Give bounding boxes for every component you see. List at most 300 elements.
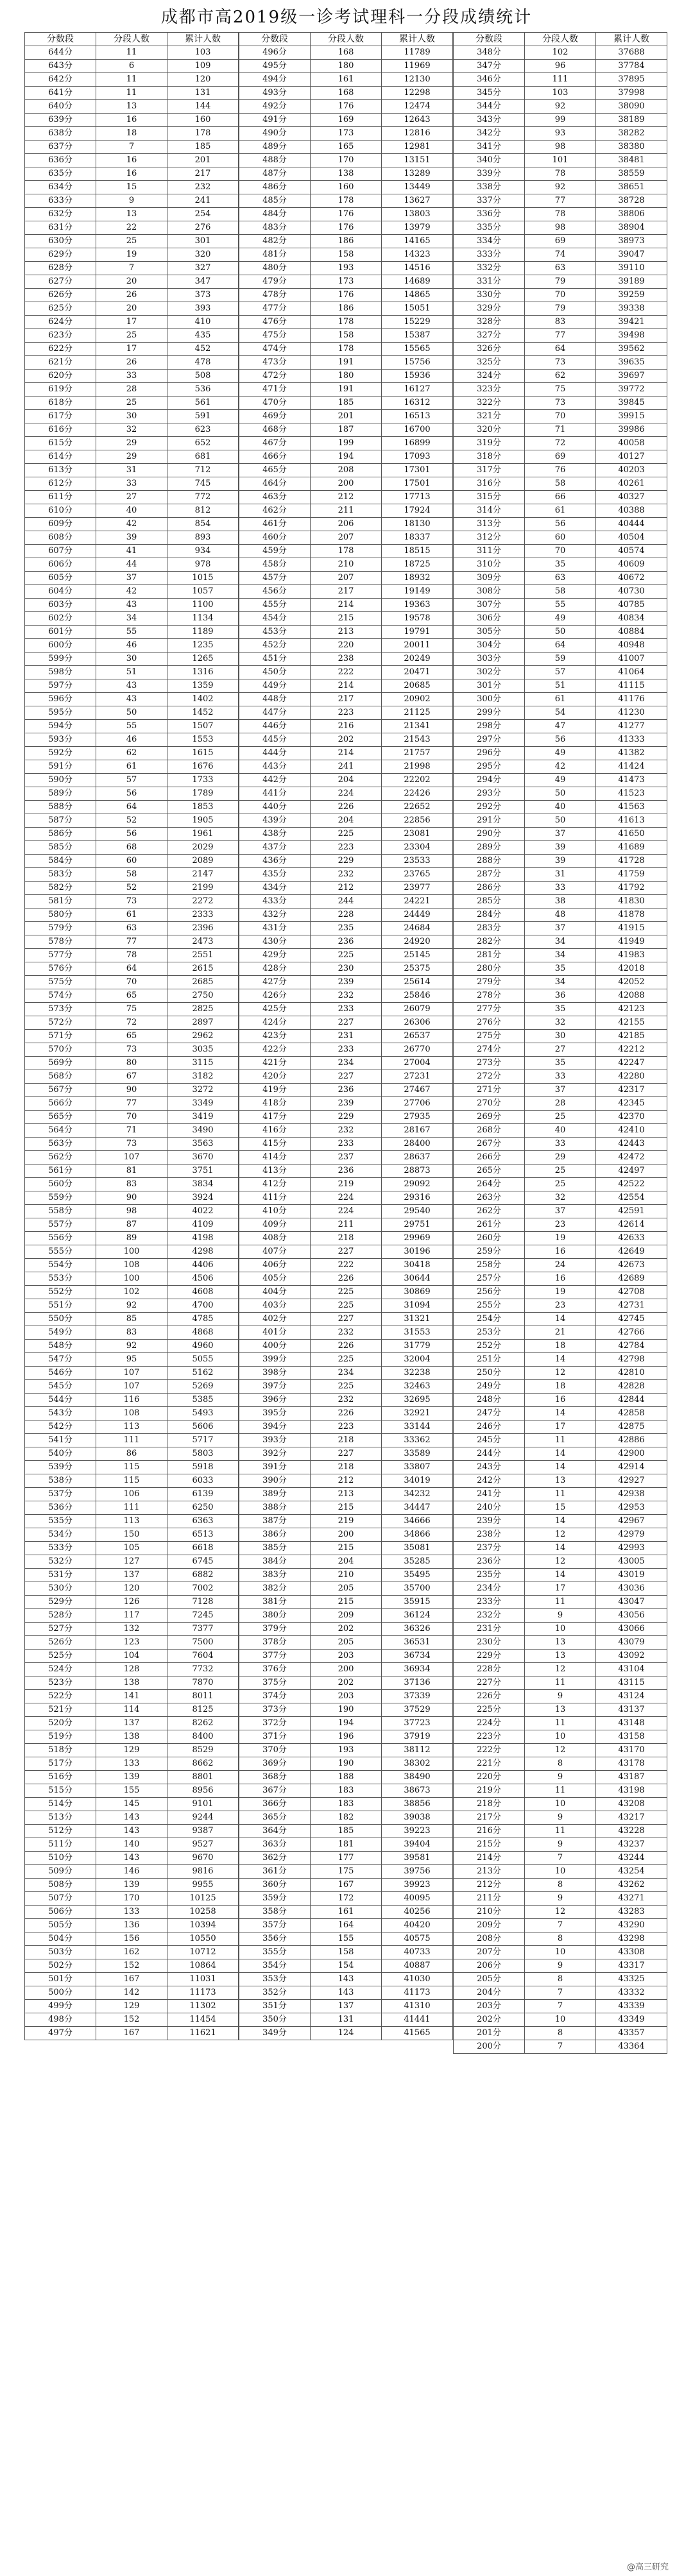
score-band-cell: 526分 [25, 1636, 96, 1650]
cumulative-count-cell: 8529 [167, 1744, 239, 1757]
cumulative-count-cell: 623 [167, 423, 239, 437]
cumulative-count-cell: 38481 [596, 154, 667, 167]
table-row [239, 599, 453, 612]
band-count-cell: 98 [525, 141, 596, 154]
table-row [25, 1057, 239, 1070]
table-row [25, 989, 239, 1003]
band-count-cell: 10 [525, 1623, 596, 1636]
score-band-cell: 538分 [25, 1474, 96, 1488]
table-row [239, 1394, 453, 1407]
cumulative-count-cell: 712 [167, 464, 239, 477]
cumulative-count-cell: 4406 [167, 1259, 239, 1272]
cumulative-count-cell: 232 [167, 181, 239, 194]
table-row [454, 1636, 667, 1650]
table-row [239, 1097, 453, 1111]
table-row [239, 1623, 453, 1636]
score-band-cell: 257分 [454, 1272, 525, 1286]
band-count-cell: 129 [96, 2000, 167, 2013]
band-count-cell: 187 [311, 423, 382, 437]
score-band-cell: 592分 [25, 747, 96, 760]
band-count-cell: 208 [311, 464, 382, 477]
band-count-cell: 70 [525, 289, 596, 302]
band-count-cell: 36 [525, 989, 596, 1003]
band-count-cell: 92 [96, 1340, 167, 1353]
band-count-cell: 11 [96, 46, 167, 60]
cumulative-count-cell: 18130 [382, 518, 453, 531]
band-count-cell: 202 [311, 733, 382, 747]
table-row [239, 60, 453, 73]
cumulative-count-cell: 25846 [382, 989, 453, 1003]
table-row [454, 1205, 667, 1218]
band-count-cell: 239 [311, 976, 382, 989]
band-count-cell: 182 [311, 1811, 382, 1825]
band-count-cell: 7 [525, 2000, 596, 2013]
band-count-cell: 10 [525, 2013, 596, 2027]
score-band-cell: 505分 [25, 1919, 96, 1932]
band-count-cell: 193 [311, 262, 382, 275]
score-band-cell: 270分 [454, 1097, 525, 1111]
score-band-cell: 594分 [25, 720, 96, 733]
table-row [454, 356, 667, 370]
band-count-cell: 95 [96, 1353, 167, 1367]
cumulative-count-cell: 40785 [596, 599, 667, 612]
table-row [454, 1569, 667, 1582]
band-count-cell: 217 [311, 693, 382, 706]
score-band-cell: 435分 [239, 868, 311, 882]
table-row [25, 949, 239, 962]
table-row [239, 1353, 453, 1367]
band-count-cell: 99 [525, 114, 596, 127]
score-band-cell: 405分 [239, 1272, 311, 1286]
score-band-cell: 205分 [454, 1973, 525, 1986]
band-count-cell: 39 [525, 841, 596, 855]
cumulative-count-cell: 27706 [382, 1097, 453, 1111]
band-count-cell: 71 [525, 423, 596, 437]
band-count-cell: 92 [525, 100, 596, 114]
band-count-cell: 11 [96, 73, 167, 87]
score-band-cell: 263分 [454, 1191, 525, 1205]
score-band-cell: 214分 [454, 1852, 525, 1865]
band-count-cell: 63 [96, 922, 167, 935]
score-band-cell: 597分 [25, 679, 96, 693]
band-count-cell: 176 [311, 221, 382, 235]
table-row [454, 114, 667, 127]
band-count-cell: 18 [525, 1380, 596, 1394]
table-row [239, 1865, 453, 1879]
cumulative-count-cell: 6882 [167, 1569, 239, 1582]
band-count-cell: 10 [525, 1865, 596, 1879]
score-band-cell: 278分 [454, 989, 525, 1003]
score-band-cell: 388分 [239, 1501, 311, 1515]
score-band-cell: 644分 [25, 46, 96, 60]
table-row [25, 1892, 239, 1906]
table-row [25, 572, 239, 585]
table-row [25, 787, 239, 801]
cumulative-count-cell: 3924 [167, 1191, 239, 1205]
cumulative-count-cell: 6363 [167, 1515, 239, 1528]
cumulative-count-cell: 42938 [596, 1488, 667, 1501]
band-count-cell: 232 [311, 989, 382, 1003]
cumulative-count-cell: 43170 [596, 1744, 667, 1757]
score-band-cell: 449分 [239, 679, 311, 693]
band-count-cell: 42 [96, 585, 167, 599]
score-band-cell: 383分 [239, 1569, 311, 1582]
cumulative-count-cell: 2272 [167, 895, 239, 908]
cumulative-count-cell: 34232 [382, 1488, 453, 1501]
band-count-cell: 207 [311, 531, 382, 545]
cumulative-count-cell: 5918 [167, 1461, 239, 1474]
score-band-cell: 560分 [25, 1178, 96, 1191]
band-count-cell: 123 [96, 1636, 167, 1650]
cumulative-count-cell: 4960 [167, 1340, 239, 1353]
score-band-cell: 317分 [454, 464, 525, 477]
table-row [25, 1420, 239, 1434]
table-row [25, 1380, 239, 1394]
cumulative-count-cell: 33144 [382, 1420, 453, 1434]
score-band-cell: 626分 [25, 289, 96, 302]
cumulative-count-cell: 39498 [596, 329, 667, 343]
band-count-cell: 35 [525, 962, 596, 976]
score-band-cell: 342分 [454, 127, 525, 141]
score-band-cell: 365分 [239, 1811, 311, 1825]
band-count-cell: 158 [311, 248, 382, 262]
cumulative-count-cell: 43339 [596, 2000, 667, 2013]
band-count-cell: 218 [311, 1232, 382, 1245]
table-row [25, 491, 239, 504]
table-row [239, 760, 453, 774]
table-row [454, 1676, 667, 1690]
cumulative-count-cell: 3751 [167, 1164, 239, 1178]
cumulative-count-cell: 13627 [382, 194, 453, 208]
score-band-cell: 415分 [239, 1138, 311, 1151]
score-band-cell: 512分 [25, 1825, 96, 1838]
cumulative-count-cell: 43187 [596, 1771, 667, 1784]
band-count-cell: 83 [96, 1326, 167, 1340]
band-count-cell: 44 [96, 558, 167, 572]
score-band-cell: 332分 [454, 262, 525, 275]
cumulative-count-cell: 22652 [382, 801, 453, 814]
table-row [454, 87, 667, 100]
score-band-cell: 355分 [239, 1946, 311, 1959]
band-count-cell: 233 [311, 1043, 382, 1057]
score-band-cell: 575分 [25, 976, 96, 989]
cumulative-count-cell: 42018 [596, 962, 667, 976]
table-column-3 [453, 32, 667, 2572]
cumulative-count-cell: 42900 [596, 1447, 667, 1461]
band-count-cell: 104 [96, 1650, 167, 1663]
band-count-cell: 241 [311, 760, 382, 774]
score-band-cell: 251分 [454, 1353, 525, 1367]
score-band-cell: 558分 [25, 1205, 96, 1218]
table-column-2 [239, 32, 453, 2572]
table-row [25, 181, 239, 194]
band-count-cell: 156 [96, 1932, 167, 1946]
cumulative-count-cell: 39581 [382, 1852, 453, 1865]
table-row [25, 1353, 239, 1367]
cumulative-count-cell: 812 [167, 504, 239, 518]
table-row [239, 356, 453, 370]
band-count-cell: 133 [96, 1757, 167, 1771]
cumulative-count-cell: 2685 [167, 976, 239, 989]
score-band-cell: 608分 [25, 531, 96, 545]
table-row [454, 1434, 667, 1447]
band-count-cell: 83 [525, 316, 596, 329]
cumulative-count-cell: 536 [167, 383, 239, 397]
band-count-cell: 46 [96, 639, 167, 653]
cumulative-count-cell: 37723 [382, 1717, 453, 1730]
table-row [239, 1946, 453, 1959]
cumulative-count-cell: 26537 [382, 1030, 453, 1043]
table-row [25, 1690, 239, 1703]
cumulative-count-cell: 9101 [167, 1798, 239, 1811]
cumulative-count-cell: 120 [167, 73, 239, 87]
band-count-cell: 215 [311, 1542, 382, 1555]
band-count-cell: 16 [96, 154, 167, 167]
cumulative-count-cell: 40327 [596, 491, 667, 504]
score-band-cell: 630分 [25, 235, 96, 248]
score-band-cell: 488分 [239, 154, 311, 167]
table-row [454, 397, 667, 410]
band-count-cell: 16 [525, 1245, 596, 1259]
cumulative-count-cell: 43364 [596, 2040, 667, 2054]
table-row [239, 1367, 453, 1380]
score-band-cell: 476分 [239, 316, 311, 329]
score-band-cell: 619分 [25, 383, 96, 397]
band-count-cell: 60 [525, 531, 596, 545]
table-row [25, 1730, 239, 1744]
band-count-cell: 204 [311, 1555, 382, 1569]
table-row [25, 1340, 239, 1353]
band-count-cell: 61 [96, 908, 167, 922]
score-band-cell: 362分 [239, 1852, 311, 1865]
cumulative-count-cell: 41277 [596, 720, 667, 733]
table-row [239, 693, 453, 706]
table-row [454, 1043, 667, 1057]
cumulative-count-cell: 42497 [596, 1164, 667, 1178]
cumulative-count-cell: 9527 [167, 1838, 239, 1852]
cumulative-count-cell: 144 [167, 100, 239, 114]
table-row [454, 1623, 667, 1636]
cumulative-count-cell: 1676 [167, 760, 239, 774]
cumulative-count-cell: 42979 [596, 1528, 667, 1542]
cumulative-count-cell: 40203 [596, 464, 667, 477]
score-band-cell: 451分 [239, 653, 311, 666]
cumulative-count-cell: 42875 [596, 1420, 667, 1434]
band-count-cell: 244 [311, 895, 382, 908]
score-band-cell: 299分 [454, 706, 525, 720]
score-band-cell: 418分 [239, 1097, 311, 1111]
table-row [454, 1650, 667, 1663]
band-count-cell: 13 [96, 100, 167, 114]
table-row [239, 1447, 453, 1461]
table-row [25, 1218, 239, 1232]
cumulative-count-cell: 43357 [596, 2027, 667, 2040]
band-count-cell: 168 [311, 87, 382, 100]
cumulative-count-cell: 478 [167, 356, 239, 370]
table-row [25, 1528, 239, 1542]
band-count-cell: 73 [96, 1043, 167, 1057]
score-band-cell: 463分 [239, 491, 311, 504]
score-band-cell: 500分 [25, 1986, 96, 2000]
header-score-band: 分数段 [454, 33, 525, 46]
cumulative-count-cell: 301 [167, 235, 239, 248]
cumulative-count-cell: 36531 [382, 1636, 453, 1650]
score-band-cell: 457分 [239, 572, 311, 585]
score-band-cell: 258分 [454, 1259, 525, 1272]
table-row [25, 1003, 239, 1016]
band-count-cell: 12 [525, 1906, 596, 1919]
score-band-cell: 624分 [25, 316, 96, 329]
table-row [25, 343, 239, 356]
table-row [454, 1138, 667, 1151]
table-row [25, 895, 239, 908]
table-row [25, 1663, 239, 1676]
table-row [239, 1124, 453, 1138]
table-row [25, 1178, 239, 1191]
band-count-cell: 19 [96, 248, 167, 262]
score-band-cell: 308分 [454, 585, 525, 599]
table-row [239, 316, 453, 329]
table-row [239, 73, 453, 87]
band-count-cell: 40 [96, 504, 167, 518]
cumulative-count-cell: 42745 [596, 1313, 667, 1326]
score-band-cell: 401分 [239, 1326, 311, 1340]
band-count-cell: 201 [311, 410, 382, 423]
cumulative-count-cell: 42766 [596, 1326, 667, 1340]
table-row [454, 1501, 667, 1515]
cumulative-count-cell: 29969 [382, 1232, 453, 1245]
band-count-cell: 76 [525, 464, 596, 477]
table-row [239, 1313, 453, 1326]
table-row [239, 1501, 453, 1515]
table-row [25, 477, 239, 491]
score-band-cell: 349分 [239, 2027, 311, 2040]
band-count-cell: 115 [96, 1461, 167, 1474]
table-row [454, 1218, 667, 1232]
table-row [454, 1663, 667, 1676]
table-row [239, 491, 453, 504]
table-row [454, 1178, 667, 1191]
band-count-cell: 107 [96, 1367, 167, 1380]
table-row [454, 194, 667, 208]
table-row [25, 1569, 239, 1582]
score-band-cell: 610分 [25, 504, 96, 518]
score-band-cell: 236分 [454, 1555, 525, 1569]
cumulative-count-cell: 31779 [382, 1340, 453, 1353]
table-row [454, 814, 667, 828]
cumulative-count-cell: 43019 [596, 1569, 667, 1582]
table-row [454, 1838, 667, 1852]
cumulative-count-cell: 42689 [596, 1272, 667, 1286]
score-band-cell: 271分 [454, 1084, 525, 1097]
cumulative-count-cell: 42927 [596, 1474, 667, 1488]
band-count-cell: 34 [525, 976, 596, 989]
cumulative-count-cell: 43290 [596, 1919, 667, 1932]
table-row [25, 1367, 239, 1380]
score-band-cell: 466分 [239, 450, 311, 464]
score-band-cell: 350分 [239, 2013, 311, 2027]
cumulative-count-cell: 893 [167, 531, 239, 545]
score-band-cell: 228分 [454, 1663, 525, 1676]
band-count-cell: 65 [96, 1030, 167, 1043]
score-band-cell: 283分 [454, 922, 525, 935]
table-row [25, 1299, 239, 1313]
score-band-cell: 360分 [239, 1879, 311, 1892]
cumulative-count-cell: 37998 [596, 87, 667, 100]
score-band-cell: 322分 [454, 397, 525, 410]
band-count-cell: 37 [525, 1084, 596, 1097]
score-band-cell: 523分 [25, 1676, 96, 1690]
score-band-cell: 260分 [454, 1232, 525, 1245]
table-row [454, 1407, 667, 1420]
score-band-cell: 407分 [239, 1245, 311, 1259]
cumulative-count-cell: 17924 [382, 504, 453, 518]
table-row [25, 922, 239, 935]
cumulative-count-cell: 5606 [167, 1420, 239, 1434]
score-band-cell: 518分 [25, 1744, 96, 1757]
table-row [25, 733, 239, 747]
table-row [239, 949, 453, 962]
band-count-cell: 21 [525, 1326, 596, 1340]
score-band-cell: 559分 [25, 1191, 96, 1205]
table-row [239, 1663, 453, 1676]
band-count-cell: 161 [311, 1906, 382, 1919]
cumulative-count-cell: 3834 [167, 1178, 239, 1191]
table-row [25, 882, 239, 895]
cumulative-count-cell: 35081 [382, 1542, 453, 1555]
score-band-cell: 276分 [454, 1016, 525, 1030]
table-row [454, 868, 667, 882]
cumulative-count-cell: 7732 [167, 1663, 239, 1676]
band-count-cell: 33 [525, 882, 596, 895]
score-band-cell: 572分 [25, 1016, 96, 1030]
cumulative-count-cell: 43262 [596, 1879, 667, 1892]
cumulative-count-cell: 3349 [167, 1097, 239, 1111]
table-row [25, 801, 239, 814]
score-band-cell: 333分 [454, 248, 525, 262]
band-count-cell: 224 [311, 1191, 382, 1205]
band-count-cell: 92 [525, 181, 596, 194]
cumulative-count-cell: 452 [167, 343, 239, 356]
score-band-cell: 602分 [25, 612, 96, 626]
table-row [454, 1286, 667, 1299]
score-band-cell: 264分 [454, 1178, 525, 1191]
cumulative-count-cell: 8662 [167, 1757, 239, 1771]
table-row [25, 208, 239, 221]
band-count-cell: 49 [525, 747, 596, 760]
cumulative-count-cell: 33362 [382, 1434, 453, 1447]
table-row [239, 1757, 453, 1771]
score-band-cell: 453分 [239, 626, 311, 639]
table-row [25, 1636, 239, 1650]
band-count-cell: 220 [311, 639, 382, 653]
score-band-cell: 422分 [239, 1043, 311, 1057]
cumulative-count-cell: 14865 [382, 289, 453, 302]
cumulative-count-cell: 103 [167, 46, 239, 60]
table-row [454, 1906, 667, 1919]
cumulative-count-cell: 39223 [382, 1825, 453, 1838]
cumulative-count-cell: 42410 [596, 1124, 667, 1138]
score-band-cell: 363分 [239, 1838, 311, 1852]
cumulative-count-cell: 42886 [596, 1434, 667, 1447]
score-band-cell: 347分 [454, 60, 525, 73]
table-row [239, 114, 453, 127]
band-count-cell: 219 [311, 1515, 382, 1528]
table-row [239, 1138, 453, 1151]
score-band-cell: 344分 [454, 100, 525, 114]
table-row [239, 1879, 453, 1892]
score-band-cell: 329分 [454, 302, 525, 316]
